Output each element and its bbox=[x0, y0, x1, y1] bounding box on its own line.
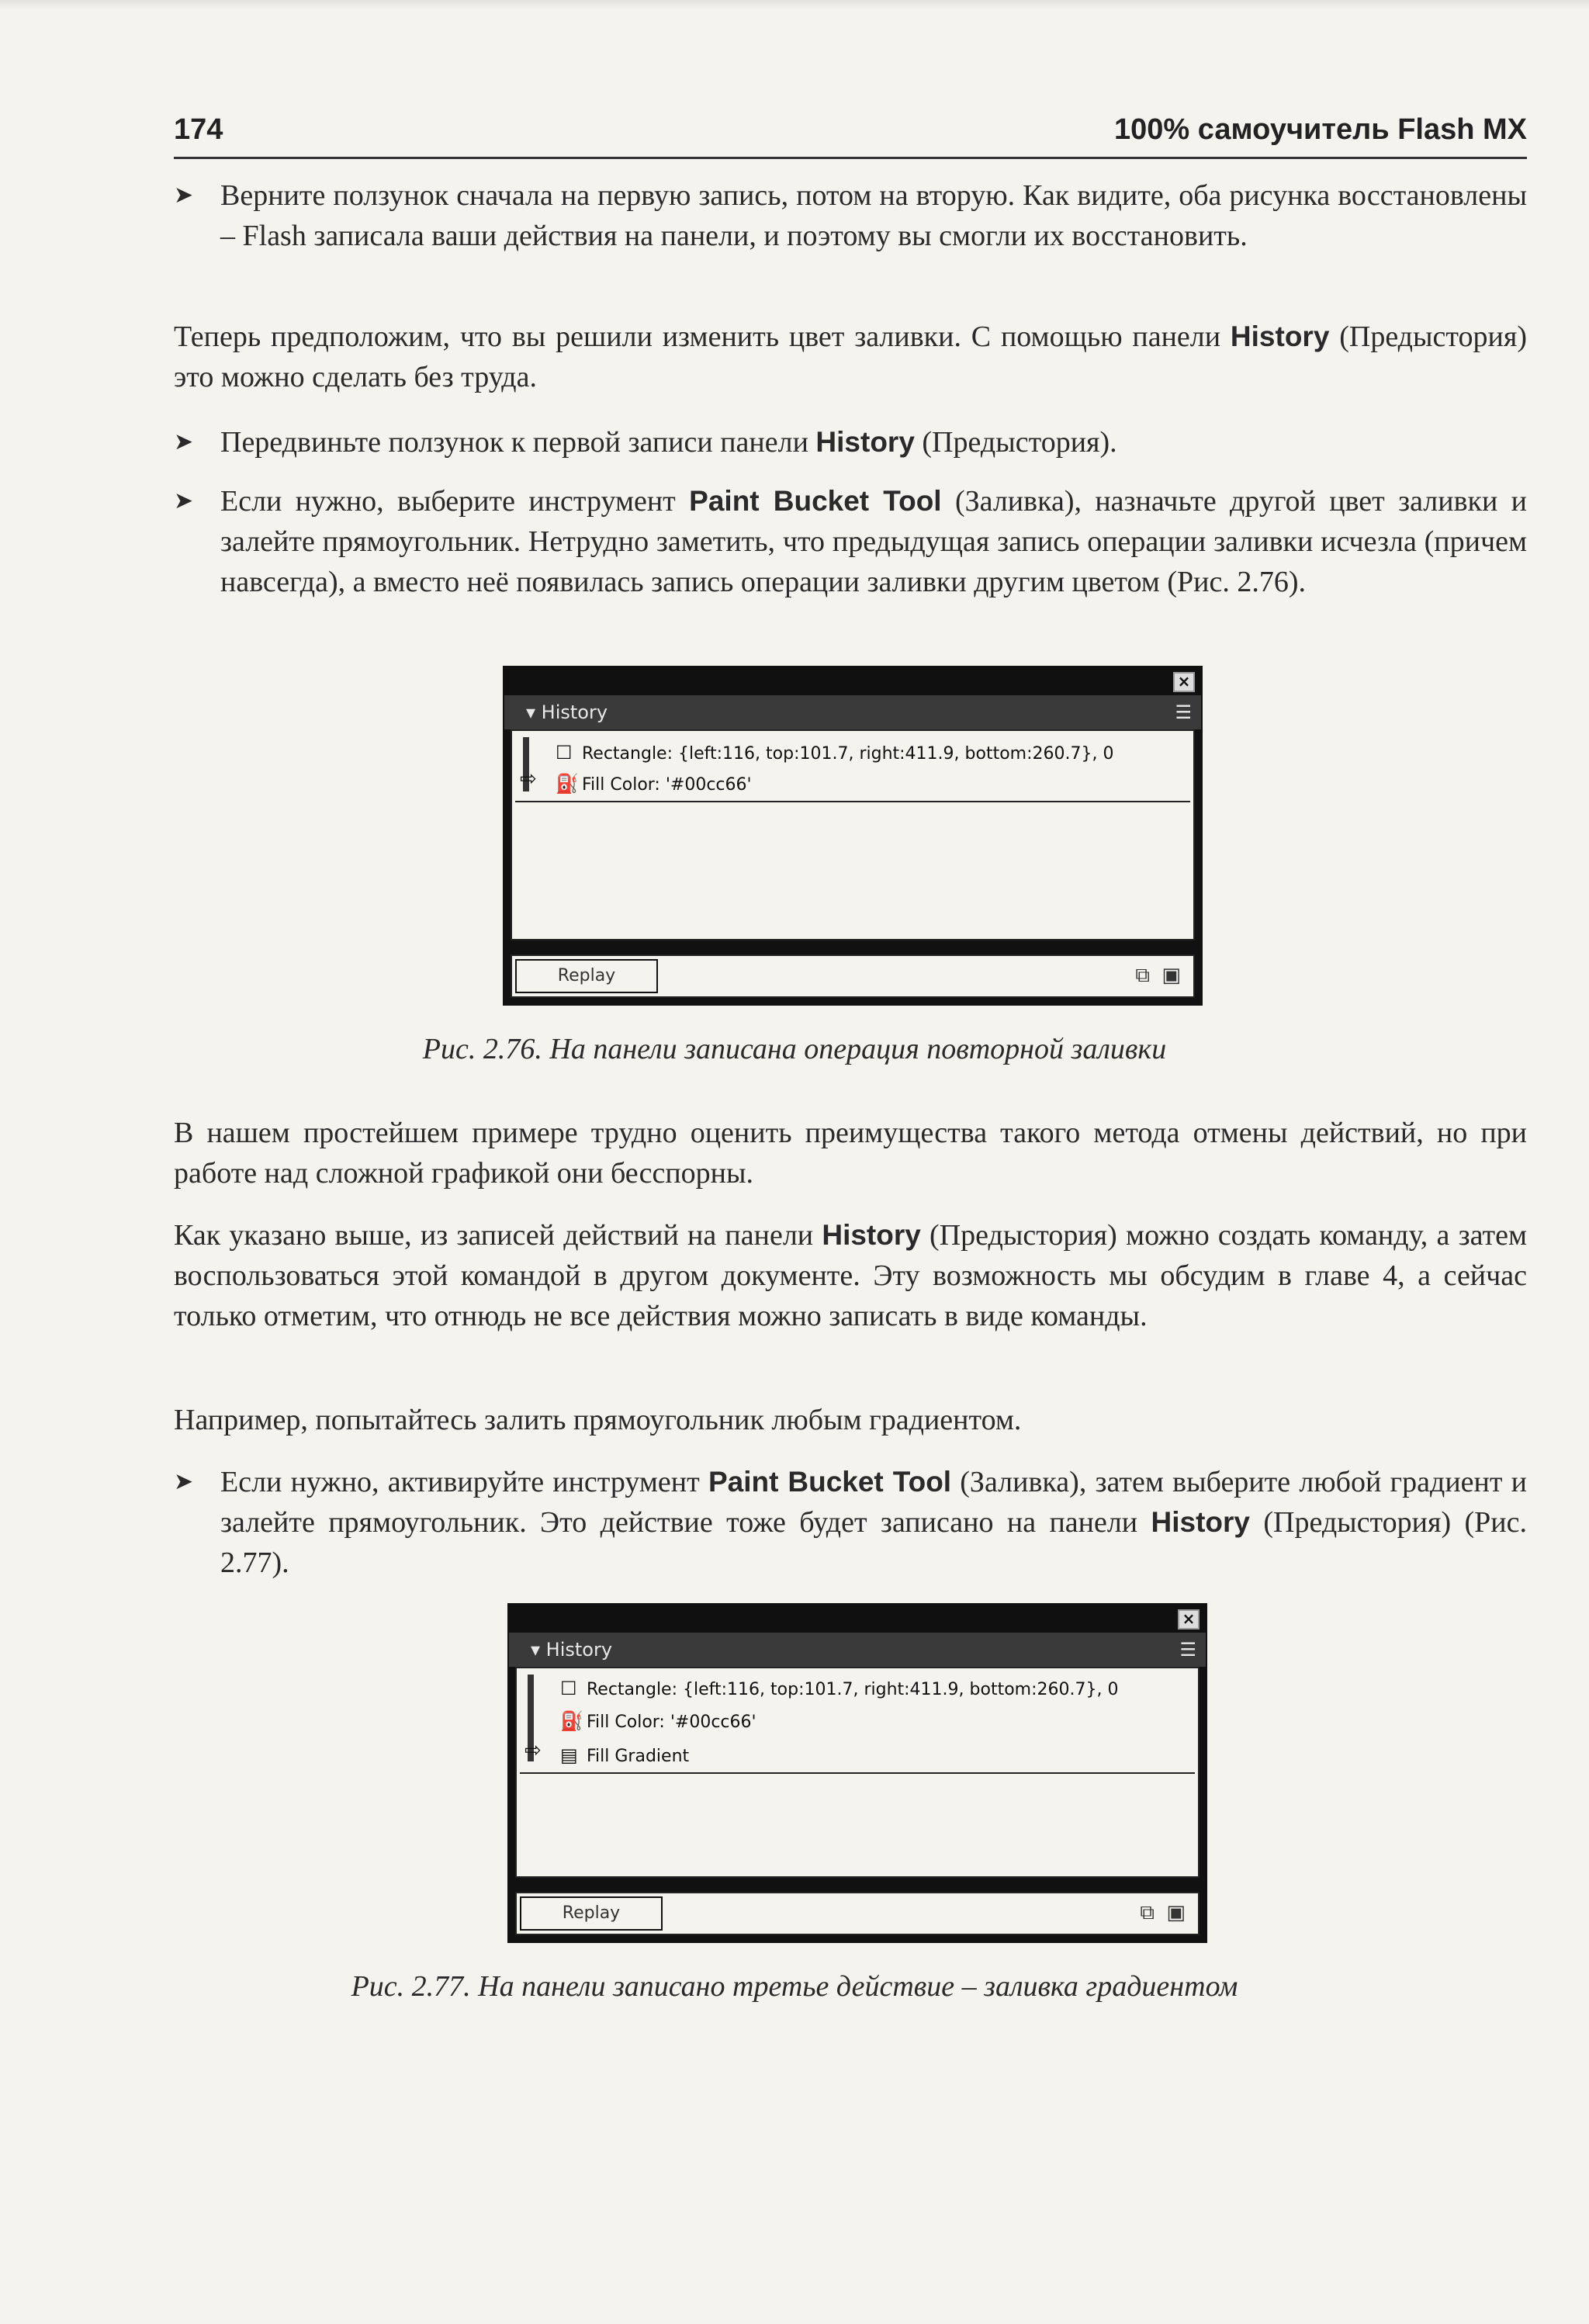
gradient-icon: ▤ bbox=[560, 1744, 578, 1766]
selection-divider bbox=[520, 1772, 1195, 1774]
figure-caption-2-76: Рис. 2.76. На панели записана операция повторной заливки bbox=[422, 1033, 1167, 1065]
paragraph-simple-example: В нашем простейшем примере трудно оценить преимущества такого метода отмены действий, но при работе над сложной графикой они бесспорны. bbox=[174, 1117, 1527, 1190]
copy-steps-icon[interactable]: ⧉ bbox=[1135, 964, 1150, 987]
page-header bbox=[174, 109, 1527, 159]
bullet-arrow-icon: ➤ bbox=[174, 428, 194, 455]
bullet-move-slider bbox=[174, 422, 1527, 462]
bullet-return-slider bbox=[174, 175, 1527, 256]
history-panel-fig-2-76 bbox=[503, 666, 1203, 1006]
replay-button[interactable]: Replay bbox=[515, 959, 658, 993]
bullet-text: Если нужно, активируйте инструмент Paint Bucket Tool (Заливка), затем выберите любой градиент и залейте прямоугольник. Это действие тоже будет записано на панели History (Предыстория) (Рис. 2.77). bbox=[220, 1466, 1528, 1579]
bullet-text: Если нужно, выберите инструмент Paint Bucket Tool (Заливка), назначьте другой цвет заливки и залейте прямоугольник. Нетрудно заметить, что предыдущая запись операции заливки исчезла (причем навсегда), а вместо неё появилась запись операции заливки другим цветом (Рис. 2.76). bbox=[220, 485, 1528, 598]
paragraph-commands: Как указано выше, из записей действий на панели History (Предыстория) можно создать команду, а затем воспользоваться этой командой в другом документе. Эту возможность мы обсудим в главе 4, а сейчас только отметим, что отнюдь не все действия можно записать в виде команды. bbox=[174, 1219, 1527, 1332]
history-slider-arrow-icon[interactable]: ⇨ bbox=[524, 1739, 542, 1762]
history-list bbox=[511, 729, 1195, 940]
save-as-command-icon[interactable]: ▣ bbox=[1161, 964, 1181, 987]
history-step-fill-color[interactable]: ⛽ Fill Color: '#00cc66' bbox=[560, 1706, 756, 1737]
panel-title-bar[interactable] bbox=[504, 695, 1201, 729]
bullet-text: Верните ползунок сначала на первую запись, потом на вторую. Как видите, оба рисунка восстановлены – Flash записала ваши действия на панели, и поэтому вы смогли их восстановить. bbox=[220, 179, 1527, 252]
page-number: 174 bbox=[174, 113, 223, 146]
panel-options-menu-icon[interactable]: ☰ bbox=[1179, 1639, 1196, 1661]
paint-bucket-icon: ⛽ bbox=[560, 1710, 583, 1732]
history-step-fill-gradient[interactable]: ▤ Fill Gradient bbox=[560, 1740, 689, 1771]
bullet-text: Передвиньте ползунок к первой записи панели History (Предыстория). bbox=[220, 426, 1117, 459]
history-slider-arrow-icon[interactable]: ⇨ bbox=[520, 767, 537, 791]
history-panel-fig-2-77 bbox=[507, 1603, 1207, 1943]
paragraph-change-fill: Теперь предположим, что вы решили изменить цвет заливки. С помощью панели History (Предыстория) это можно сделать без труда. bbox=[174, 320, 1527, 393]
paint-bucket-icon: ⛽ bbox=[556, 773, 579, 795]
paragraph-gradient: Например, попытайтесь залить прямоугольник любым градиентом. bbox=[174, 1404, 1022, 1436]
history-step-fill-color[interactable]: ⛽ Fill Color: '#00cc66' bbox=[556, 768, 752, 799]
panel-title-bar[interactable] bbox=[509, 1633, 1206, 1667]
panel-options-menu-icon[interactable]: ☰ bbox=[1175, 701, 1192, 723]
panel-title: ▾ History bbox=[531, 1639, 613, 1661]
figure-caption-2-77: Рис. 2.77. На панели записано третье действие – заливка градиентом bbox=[351, 1970, 1238, 2003]
close-icon[interactable]: × bbox=[1173, 672, 1195, 692]
history-list bbox=[515, 1667, 1200, 1878]
panel-footer bbox=[511, 954, 1195, 998]
bullet-paint-bucket bbox=[174, 481, 1527, 602]
bullet-arrow-icon: ➤ bbox=[174, 487, 194, 514]
bullet-arrow-icon: ➤ bbox=[174, 1468, 194, 1495]
rectangle-icon: ☐ bbox=[556, 742, 573, 764]
bullet-gradient-fill bbox=[174, 1462, 1527, 1583]
selection-divider bbox=[515, 801, 1190, 802]
copy-steps-icon[interactable]: ⧉ bbox=[1140, 1901, 1155, 1924]
panel-title: ▾ History bbox=[526, 701, 608, 723]
history-step-rectangle[interactable]: ☐ Rectangle: {left:116, top:101.7, right:411.9, bottom:260.7}, 0 bbox=[556, 737, 1113, 768]
panel-top-bar bbox=[504, 667, 1201, 695]
panel-footer bbox=[515, 1892, 1200, 1935]
replay-button[interactable]: Replay bbox=[520, 1896, 663, 1931]
panel-top-bar bbox=[509, 1605, 1206, 1633]
book-title: 100% самоучитель Flash MX bbox=[1114, 113, 1527, 146]
rectangle-icon: ☐ bbox=[560, 1678, 577, 1699]
close-icon[interactable]: × bbox=[1178, 1609, 1200, 1630]
bullet-arrow-icon: ➤ bbox=[174, 182, 194, 209]
save-as-command-icon[interactable]: ▣ bbox=[1166, 1901, 1186, 1924]
scan-edge bbox=[0, 0, 1589, 9]
history-step-rectangle[interactable]: ☐ Rectangle: {left:116, top:101.7, right:411.9, bottom:260.7}, 0 bbox=[560, 1673, 1118, 1704]
